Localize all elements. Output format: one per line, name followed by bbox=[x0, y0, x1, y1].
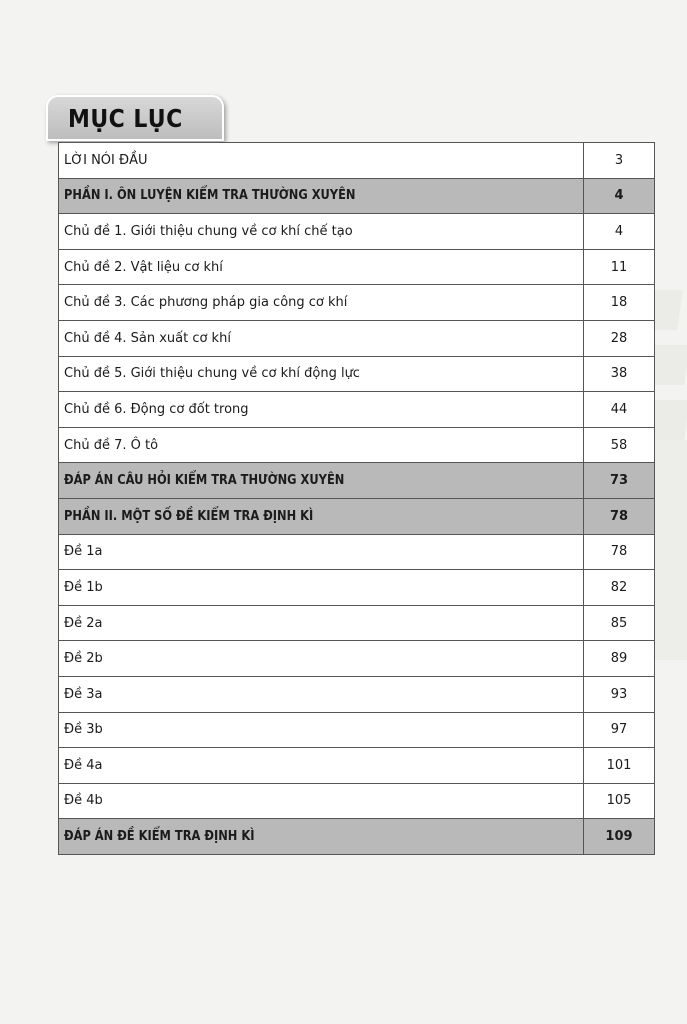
toc-entry-title-cell bbox=[59, 570, 584, 606]
toc-entry-title-cell bbox=[59, 249, 584, 285]
toc-page-cell bbox=[584, 392, 655, 428]
toc-entry-title: Chủ đề 3. Các phương pháp gia công cơ khí bbox=[64, 295, 348, 311]
toc-page-number: 4 bbox=[614, 223, 624, 239]
toc-entry-title: PHẦN II. MỘT SỐ ĐỀ KIỂM TRA ĐỊNH KÌ bbox=[64, 508, 314, 524]
toc-page-cell bbox=[584, 427, 655, 463]
toc-page-cell bbox=[584, 534, 655, 570]
toc-page-number: 101 bbox=[606, 757, 632, 773]
toc-entry-title-cell bbox=[59, 605, 584, 641]
toc-page-number: 82 bbox=[610, 579, 628, 595]
toc-row bbox=[59, 748, 655, 784]
toc-entry-title: Chủ đề 4. Sản xuất cơ khí bbox=[64, 330, 231, 346]
toc-page-cell bbox=[584, 143, 655, 179]
toc-page-cell bbox=[584, 285, 655, 321]
toc-entry-title-cell bbox=[59, 498, 584, 534]
toc-entry-title: Đề 3a bbox=[64, 686, 103, 702]
toc-entry-title: PHẦN I. ÔN LUYỆN KIỂM TRA THƯỜNG XUYÊN bbox=[64, 188, 356, 204]
toc-entry-title-cell bbox=[59, 214, 584, 250]
toc-heading-tab bbox=[46, 95, 224, 141]
toc-row bbox=[59, 356, 655, 392]
toc-row bbox=[59, 392, 655, 428]
toc-page-number: 44 bbox=[610, 401, 628, 417]
toc-page-cell bbox=[584, 819, 655, 855]
toc-page-number: 78 bbox=[609, 508, 629, 524]
toc-entry-title: Chủ đề 5. Giới thiệu chung về cơ khí động lực bbox=[64, 366, 360, 382]
toc-page-number: 11 bbox=[610, 259, 628, 275]
toc-table bbox=[58, 142, 655, 855]
toc-page-number: 93 bbox=[610, 686, 628, 702]
toc-entry-title-cell bbox=[59, 783, 584, 819]
toc-page-number: 85 bbox=[610, 615, 628, 631]
toc-entry-title: Đề 1b bbox=[64, 579, 103, 595]
toc-row bbox=[59, 214, 655, 250]
toc-page-cell bbox=[584, 641, 655, 677]
toc-page-number: 105 bbox=[606, 793, 632, 809]
toc-page-number: 89 bbox=[610, 651, 628, 667]
toc-row bbox=[59, 285, 655, 321]
toc-entry-title-cell bbox=[59, 285, 584, 321]
toc-row bbox=[59, 249, 655, 285]
toc-entry-title-cell bbox=[59, 748, 584, 784]
toc-row bbox=[59, 712, 655, 748]
toc-section-row bbox=[59, 498, 655, 534]
toc-page-number: 97 bbox=[610, 722, 628, 738]
toc-entry-title-cell bbox=[59, 427, 584, 463]
toc-page-cell bbox=[584, 214, 655, 250]
toc-entry-title-cell bbox=[59, 534, 584, 570]
toc-page-number: 58 bbox=[610, 437, 628, 453]
toc-row bbox=[59, 534, 655, 570]
toc-page-cell bbox=[584, 178, 655, 214]
toc-entry-title: Chủ đề 6. Động cơ đốt trong bbox=[64, 401, 249, 417]
toc-row bbox=[59, 605, 655, 641]
toc-entry-title: ĐÁP ÁN CÂU HỎI KIỂM TRA THƯỜNG XUYÊN bbox=[64, 473, 345, 489]
toc-entry-title: Chủ đề 7. Ô tô bbox=[64, 437, 159, 453]
toc-page-cell bbox=[584, 676, 655, 712]
toc-entry-title-cell bbox=[59, 178, 584, 214]
toc-page-cell bbox=[584, 570, 655, 606]
toc-page-cell bbox=[584, 712, 655, 748]
toc-page-cell bbox=[584, 748, 655, 784]
toc-row bbox=[59, 143, 655, 179]
toc-entry-title: Đề 1a bbox=[64, 544, 103, 560]
toc-page-number: 4 bbox=[614, 188, 624, 204]
toc-row bbox=[59, 320, 655, 356]
toc-page-number: 78 bbox=[610, 544, 628, 560]
toc-page-number: 3 bbox=[614, 152, 624, 168]
toc-entry-title-cell bbox=[59, 143, 584, 179]
toc-entry-title: Đề 3b bbox=[64, 722, 103, 738]
toc-entry-title-cell bbox=[59, 712, 584, 748]
toc-page-cell bbox=[584, 356, 655, 392]
toc-entry-title-cell bbox=[59, 320, 584, 356]
toc-page-number: 73 bbox=[609, 473, 629, 489]
toc-row bbox=[59, 427, 655, 463]
toc-section-row bbox=[59, 178, 655, 214]
toc-row bbox=[59, 570, 655, 606]
toc-entry-title: Đề 4a bbox=[64, 757, 103, 773]
toc-entry-title: Đề 2a bbox=[64, 615, 103, 631]
toc-entry-title-cell bbox=[59, 641, 584, 677]
page-title: MỤC LỤC bbox=[68, 103, 183, 133]
toc-entry-title: Đề 4b bbox=[64, 793, 103, 809]
toc-section-row bbox=[59, 463, 655, 499]
toc-page-cell bbox=[584, 320, 655, 356]
toc-entry-title-cell bbox=[59, 819, 584, 855]
toc-entry-title-cell bbox=[59, 463, 584, 499]
toc-entry-title-cell bbox=[59, 676, 584, 712]
toc-entry-title-cell bbox=[59, 392, 584, 428]
toc-entry-title: LỜI NÓI ĐẦU bbox=[64, 152, 148, 168]
toc-page-number: 38 bbox=[610, 366, 628, 382]
toc-row bbox=[59, 783, 655, 819]
toc-entry-title: Đề 2b bbox=[64, 651, 103, 667]
toc-page-number: 109 bbox=[605, 829, 633, 845]
toc-entry-title-cell bbox=[59, 356, 584, 392]
toc-page-cell bbox=[584, 498, 655, 534]
toc-page-cell bbox=[584, 463, 655, 499]
toc-row bbox=[59, 676, 655, 712]
toc-entry-title: Chủ đề 1. Giới thiệu chung về cơ khí chế tạo bbox=[64, 223, 353, 239]
toc-page-number: 28 bbox=[610, 330, 628, 346]
toc-entry-title: Chủ đề 2. Vật liệu cơ khí bbox=[64, 259, 223, 275]
toc-entry-title: ĐÁP ÁN ĐỀ KIỂM TRA ĐỊNH KÌ bbox=[64, 829, 255, 845]
toc-page-number: 18 bbox=[610, 295, 628, 311]
toc-section-row bbox=[59, 819, 655, 855]
toc-page-cell bbox=[584, 249, 655, 285]
toc-row bbox=[59, 641, 655, 677]
toc-page-cell bbox=[584, 605, 655, 641]
toc-page-cell bbox=[584, 783, 655, 819]
